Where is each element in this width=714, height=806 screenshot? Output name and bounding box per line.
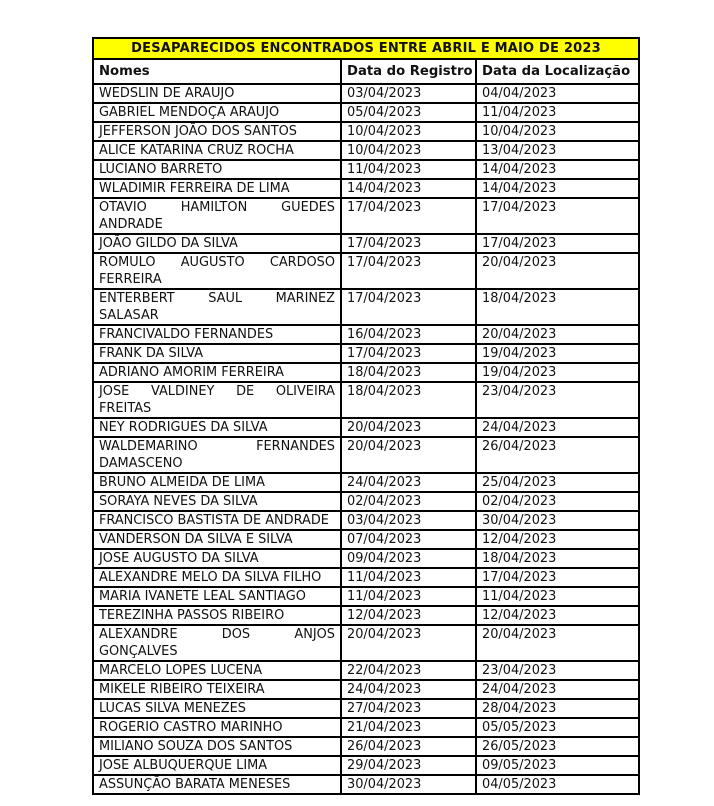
registro-date-cell: 24/04/2023 bbox=[341, 680, 476, 699]
registro-date-cell: 17/04/2023 bbox=[341, 234, 476, 253]
person-name-cell: JOSE AUGUSTO DA SILVA bbox=[93, 549, 341, 568]
localizacao-date-cell: 12/04/2023 bbox=[476, 530, 639, 549]
registro-date-cell: 10/04/2023 bbox=[341, 141, 476, 160]
localizacao-date-cell: 24/04/2023 bbox=[476, 680, 639, 699]
column-header-data-localizacao: Data da Localização bbox=[476, 59, 639, 84]
registro-date-cell: 03/04/2023 bbox=[341, 511, 476, 530]
table-row bbox=[93, 289, 639, 325]
localizacao-date-cell: 25/04/2023 bbox=[476, 473, 639, 492]
table-row bbox=[93, 625, 639, 661]
table-row bbox=[93, 253, 639, 289]
person-name-cell: JOSE ALBUQUERQUE LIMA bbox=[93, 756, 341, 775]
person-name-cell: JEFFERSON JOÃO DOS SANTOS bbox=[93, 122, 341, 141]
person-name-cell: MILIANO SOUZA DOS SANTOS bbox=[93, 737, 341, 756]
registro-date-cell: 30/04/2023 bbox=[341, 775, 476, 794]
person-name-cell: NEY RODRIGUES DA SILVA bbox=[93, 418, 341, 437]
table-row bbox=[93, 103, 639, 122]
table-header-row bbox=[93, 59, 639, 84]
localizacao-date-cell: 30/04/2023 bbox=[476, 511, 639, 530]
person-name-cell: SORAYA NEVES DA SILVA bbox=[93, 492, 341, 511]
column-header-data-registro: Data do Registro bbox=[341, 59, 476, 84]
table-row bbox=[93, 141, 639, 160]
person-name-cell: WALDEMARINO FERNANDES DAMASCENO bbox=[93, 437, 341, 473]
table-row bbox=[93, 382, 639, 418]
localizacao-date-cell: 19/04/2023 bbox=[476, 363, 639, 382]
localizacao-date-cell: 20/04/2023 bbox=[476, 625, 639, 661]
registro-date-cell: 17/04/2023 bbox=[341, 344, 476, 363]
registro-date-cell: 10/04/2023 bbox=[341, 122, 476, 141]
registro-date-cell: 11/04/2023 bbox=[341, 160, 476, 179]
person-name-cell: ALEXANDRE MELO DA SILVA FILHO bbox=[93, 568, 341, 587]
table-row bbox=[93, 606, 639, 625]
registro-date-cell: 21/04/2023 bbox=[341, 718, 476, 737]
table-row bbox=[93, 680, 639, 699]
registro-date-cell: 18/04/2023 bbox=[341, 382, 476, 418]
registro-date-cell: 20/04/2023 bbox=[341, 625, 476, 661]
registro-date-cell: 02/04/2023 bbox=[341, 492, 476, 511]
localizacao-date-cell: 10/04/2023 bbox=[476, 122, 639, 141]
table-row bbox=[93, 756, 639, 775]
table-row bbox=[93, 122, 639, 141]
person-name-cell: TEREZINHA PASSOS RIBEIRO bbox=[93, 606, 341, 625]
registro-date-cell: 17/04/2023 bbox=[341, 253, 476, 289]
person-name-cell: FRANK DA SILVA bbox=[93, 344, 341, 363]
person-name-cell: MARCELO LOPES LUCENA bbox=[93, 661, 341, 680]
registro-date-cell: 11/04/2023 bbox=[341, 568, 476, 587]
person-name-cell: BRUNO ALMEIDA DE LIMA bbox=[93, 473, 341, 492]
person-name-cell: JOSE VALDINEY DE OLIVEIRA FREITAS bbox=[93, 382, 341, 418]
registro-date-cell: 11/04/2023 bbox=[341, 587, 476, 606]
table-row bbox=[93, 775, 639, 794]
person-name-cell: VANDERSON DA SILVA E SILVA bbox=[93, 530, 341, 549]
registro-date-cell: 09/04/2023 bbox=[341, 549, 476, 568]
document-page bbox=[92, 37, 638, 795]
registro-date-cell: 26/04/2023 bbox=[341, 737, 476, 756]
table-row bbox=[93, 473, 639, 492]
localizacao-date-cell: 14/04/2023 bbox=[476, 160, 639, 179]
person-name-cell: ROMULO AUGUSTO CARDOSO FERREIRA bbox=[93, 253, 341, 289]
table-row bbox=[93, 718, 639, 737]
localizacao-date-cell: 26/04/2023 bbox=[476, 437, 639, 473]
registro-date-cell: 20/04/2023 bbox=[341, 437, 476, 473]
person-name-cell: JOÃO GILDO DA SILVA bbox=[93, 234, 341, 253]
column-header-nomes: Nomes bbox=[93, 59, 341, 84]
person-name-cell: OTAVIO HAMILTON GUEDES ANDRADE bbox=[93, 198, 341, 234]
table-row bbox=[93, 84, 639, 103]
localizacao-date-cell: 04/04/2023 bbox=[476, 84, 639, 103]
table-row bbox=[93, 437, 639, 473]
table-row bbox=[93, 549, 639, 568]
table-row bbox=[93, 587, 639, 606]
person-name-cell: ALEXANDRE DOS ANJOS GONÇALVES bbox=[93, 625, 341, 661]
table-row bbox=[93, 492, 639, 511]
localizacao-date-cell: 12/04/2023 bbox=[476, 606, 639, 625]
table-row bbox=[93, 363, 639, 382]
localizacao-date-cell: 11/04/2023 bbox=[476, 587, 639, 606]
localizacao-date-cell: 23/04/2023 bbox=[476, 661, 639, 680]
person-name-cell: ROGERIO CASTRO MARINHO bbox=[93, 718, 341, 737]
registro-date-cell: 17/04/2023 bbox=[341, 289, 476, 325]
table-row bbox=[93, 699, 639, 718]
localizacao-date-cell: 17/04/2023 bbox=[476, 198, 639, 234]
localizacao-date-cell: 13/04/2023 bbox=[476, 141, 639, 160]
localizacao-date-cell: 04/05/2023 bbox=[476, 775, 639, 794]
localizacao-date-cell: 18/04/2023 bbox=[476, 549, 639, 568]
registro-date-cell: 07/04/2023 bbox=[341, 530, 476, 549]
registro-date-cell: 22/04/2023 bbox=[341, 661, 476, 680]
table-row bbox=[93, 344, 639, 363]
person-name-cell: GABRIEL MENDOÇA ARAUJO bbox=[93, 103, 341, 122]
table-row bbox=[93, 325, 639, 344]
table-row bbox=[93, 234, 639, 253]
registro-date-cell: 27/04/2023 bbox=[341, 699, 476, 718]
registro-date-cell: 24/04/2023 bbox=[341, 473, 476, 492]
registro-date-cell: 12/04/2023 bbox=[341, 606, 476, 625]
localizacao-date-cell: 20/04/2023 bbox=[476, 325, 639, 344]
localizacao-date-cell: 23/04/2023 bbox=[476, 382, 639, 418]
registro-date-cell: 05/04/2023 bbox=[341, 103, 476, 122]
table-row bbox=[93, 737, 639, 756]
registro-date-cell: 16/04/2023 bbox=[341, 325, 476, 344]
registro-date-cell: 03/04/2023 bbox=[341, 84, 476, 103]
localizacao-date-cell: 20/04/2023 bbox=[476, 253, 639, 289]
table-title-row bbox=[93, 38, 639, 59]
table-row bbox=[93, 198, 639, 234]
localizacao-date-cell: 05/05/2023 bbox=[476, 718, 639, 737]
person-name-cell: FRANCIVALDO FERNANDES bbox=[93, 325, 341, 344]
table-row bbox=[93, 179, 639, 198]
person-name-cell: ALICE KATARINA CRUZ ROCHA bbox=[93, 141, 341, 160]
table-row bbox=[93, 568, 639, 587]
person-name-cell: WLADIMIR FERREIRA DE LIMA bbox=[93, 179, 341, 198]
localizacao-date-cell: 17/04/2023 bbox=[476, 234, 639, 253]
table-row bbox=[93, 511, 639, 530]
person-name-cell: WEDSLIN DE ARAUJO bbox=[93, 84, 341, 103]
localizacao-date-cell: 28/04/2023 bbox=[476, 699, 639, 718]
missing-persons-table bbox=[92, 37, 640, 795]
person-name-cell: ADRIANO AMORIM FERREIRA bbox=[93, 363, 341, 382]
localizacao-date-cell: 02/04/2023 bbox=[476, 492, 639, 511]
person-name-cell: LUCIANO BARRETO bbox=[93, 160, 341, 179]
localizacao-date-cell: 19/04/2023 bbox=[476, 344, 639, 363]
person-name-cell: MARIA IVANETE LEAL SANTIAGO bbox=[93, 587, 341, 606]
localizacao-date-cell: 09/05/2023 bbox=[476, 756, 639, 775]
person-name-cell: FRANCISCO BASTISTA DE ANDRADE bbox=[93, 511, 341, 530]
registro-date-cell: 18/04/2023 bbox=[341, 363, 476, 382]
person-name-cell: ASSUNÇÃO BARATA MENESES bbox=[93, 775, 341, 794]
person-name-cell: LUCAS SILVA MENEZES bbox=[93, 699, 341, 718]
person-name-cell: MIKELE RIBEIRO TEIXEIRA bbox=[93, 680, 341, 699]
localizacao-date-cell: 26/05/2023 bbox=[476, 737, 639, 756]
table-row bbox=[93, 661, 639, 680]
registro-date-cell: 14/04/2023 bbox=[341, 179, 476, 198]
table-row bbox=[93, 530, 639, 549]
registro-date-cell: 17/04/2023 bbox=[341, 198, 476, 234]
table-row bbox=[93, 418, 639, 437]
localizacao-date-cell: 18/04/2023 bbox=[476, 289, 639, 325]
person-name-cell: ENTERBERT SAUL MARINEZ SALASAR bbox=[93, 289, 341, 325]
registro-date-cell: 20/04/2023 bbox=[341, 418, 476, 437]
registro-date-cell: 29/04/2023 bbox=[341, 756, 476, 775]
localizacao-date-cell: 17/04/2023 bbox=[476, 568, 639, 587]
table-body bbox=[93, 84, 639, 794]
localizacao-date-cell: 11/04/2023 bbox=[476, 103, 639, 122]
localizacao-date-cell: 14/04/2023 bbox=[476, 179, 639, 198]
table-row bbox=[93, 160, 639, 179]
table-title: DESAPARECIDOS ENCONTRADOS ENTRE ABRIL E MAIO DE 2023 bbox=[93, 38, 639, 59]
localizacao-date-cell: 24/04/2023 bbox=[476, 418, 639, 437]
